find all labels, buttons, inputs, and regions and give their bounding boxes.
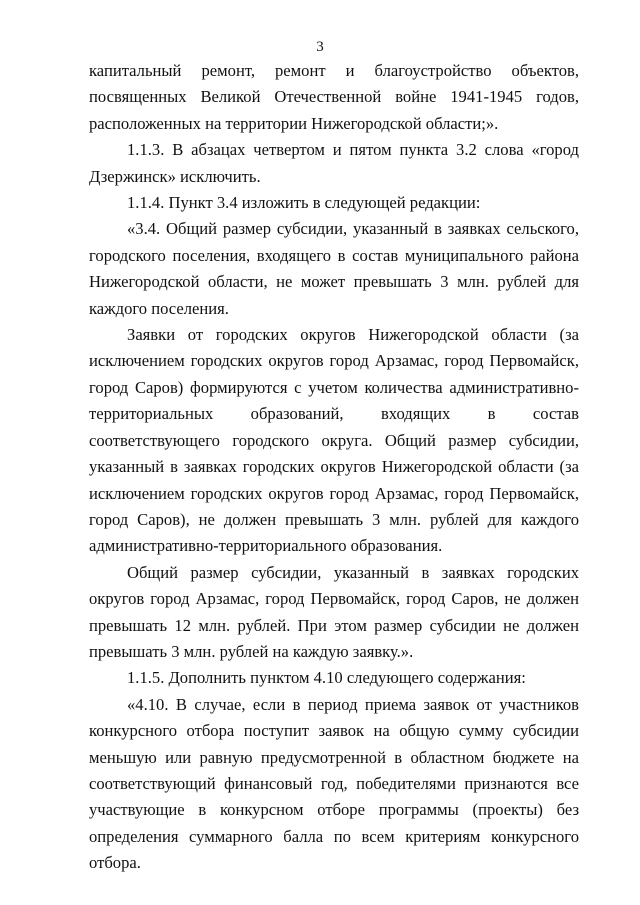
paragraph-urban-district-applications: Заявки от городских округов Нижегородской области (за исключением городских округов город Арзамас, город Первомайск, город Саров) формируются с учетом количества административно-территориальных образований, входящих в состав соответствующего городского округа. Общий размер субсидии, указанный в заявках городских округов Нижегородской области (за исключением городских округов город Арзамас, город Первомайск, город Саров), не должен превышать 3 млн. рублей для каждого административно-территориального образования. xyxy=(89,325,579,556)
document-body xyxy=(89,58,579,877)
page-number: 3 xyxy=(316,39,324,55)
paragraph-arzamas-pervomaisk-sarov: Общий размер субсидии, указанный в заявках городских округов город Арзамас, город Первомайск, город Саров, не должен превышать 12 млн. рублей. При этом размер субсидии не должен превышать 3 млн. рублей на каждую заявку.». xyxy=(89,562,579,661)
paragraph-3-4: «3.4. Общий размер субсидии, указанный в заявках сельского, городского поселения, входящего в состав муниципального района Нижегородской области, не может превышать 3 млн. рублей для каждого поселения. xyxy=(89,219,579,318)
paragraph-1-1-3: 1.1.3. В абзацах четвертом и пятом пункта 3.2 слова «город Дзержинск» исключить. xyxy=(89,140,579,186)
paragraph-1-1-4: 1.1.4. Пункт 3.4 изложить в следующей редакции: xyxy=(127,193,481,213)
paragraph-4-10: «4.10. В случае, если в период приема заявок от участников конкурсного отбора поступит заявок на общую сумму субсидии меньшую или равную предусмотренной в областном бюджете на соответствующий финансовый год, победителями признаются все участвующие в конкурсном отборе программы (проекты) без определения суммарного балла по всем критериям конкурсного отбора. xyxy=(89,694,579,873)
paragraph-1-1-5: 1.1.5. Дополнить пунктом 4.10 следующего содержания: xyxy=(127,668,526,688)
paragraph-continuation: капитальный ремонт, ремонт и благоустройство объектов, посвященных Великой Отечественной войне 1941-1945 годов, расположенных на территории Нижегородской области;». xyxy=(89,61,579,133)
